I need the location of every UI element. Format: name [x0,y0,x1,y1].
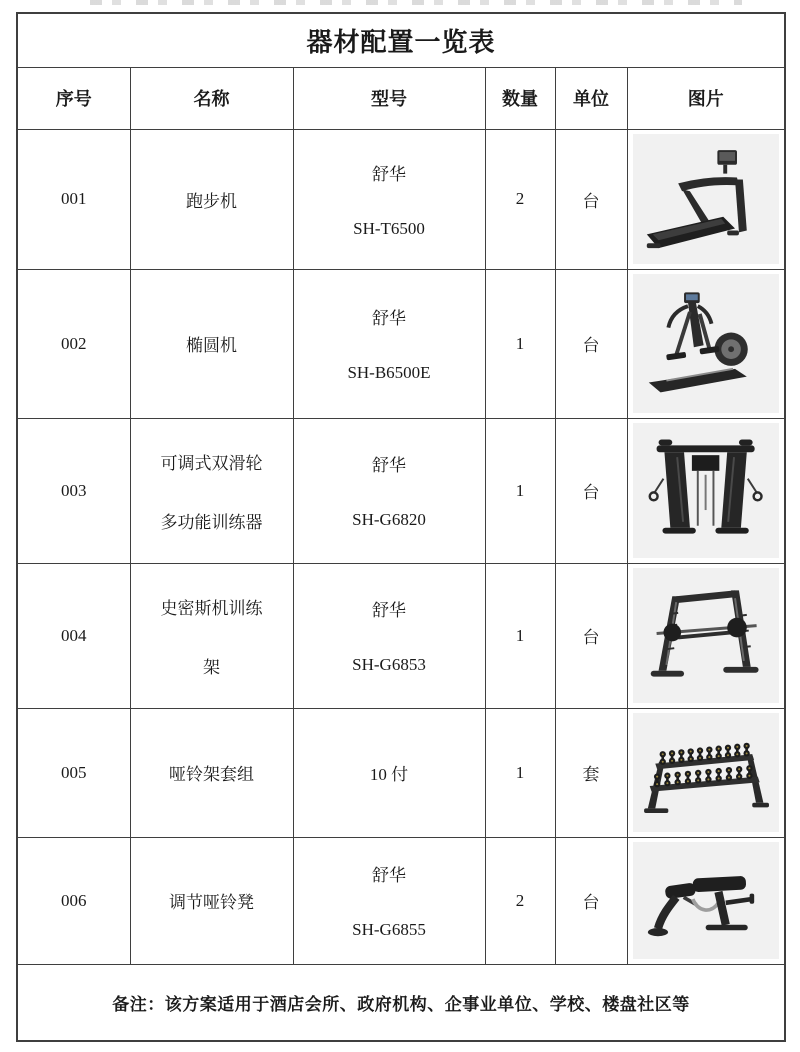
row-name: 调节哑铃凳 [130,837,293,964]
smith-machine-image [633,568,779,703]
row-model: 舒华 SH-B6500E [293,269,485,418]
row-unit: 套 [555,708,627,837]
header-model: 型号 [293,67,485,129]
row-qty: 2 [485,129,555,269]
adjustable-bench-image [633,842,779,959]
table-header-row [17,67,785,129]
dumbbell-rack-image [633,713,779,832]
header-no: 序号 [17,67,130,129]
row-model: 舒华 SH-G6853 [293,563,485,708]
row-model: 舒华 SH-G6820 [293,418,485,563]
row-photo [627,418,785,563]
clipped-text-artifact [90,0,742,5]
row-no: 003 [17,418,130,563]
table-row [17,837,785,964]
row-photo [627,129,785,269]
row-model: 舒华 SH-T6500 [293,129,485,269]
row-no: 001 [17,129,130,269]
functional-trainer-image [633,423,779,558]
row-qty: 1 [485,418,555,563]
row-model: 舒华 SH-G6855 [293,837,485,964]
header-unit: 单位 [555,67,627,129]
row-model: 10 付 [293,708,485,837]
row-name: 椭圆机 [130,269,293,418]
table-row [17,418,785,563]
row-unit: 台 [555,563,627,708]
treadmill-image [633,134,779,264]
header-name: 名称 [130,67,293,129]
equipment-table [16,12,786,1042]
table-row [17,563,785,708]
row-qty: 1 [485,708,555,837]
elliptical-image [633,274,779,413]
row-no: 006 [17,837,130,964]
row-unit: 台 [555,269,627,418]
row-photo [627,837,785,964]
row-no: 004 [17,563,130,708]
header-qty: 数量 [485,67,555,129]
remarks-note: 备注：该方案适用于酒店会所、政府机构、企事业单位、学校、楼盘社区等 [112,994,690,1014]
row-photo [627,563,785,708]
table-row [17,269,785,418]
row-qty: 1 [485,269,555,418]
row-photo [627,269,785,418]
row-name: 史密斯机训练 架 [130,563,293,708]
row-unit: 台 [555,837,627,964]
row-no: 002 [17,269,130,418]
page-title: 器材配置一览表 [306,27,496,57]
table-title-row [17,13,785,67]
row-qty: 2 [485,837,555,964]
header-photo: 图片 [627,67,785,129]
row-unit: 台 [555,129,627,269]
table-row [17,708,785,837]
row-name: 哑铃架套组 [130,708,293,837]
row-name: 可调式双滑轮 多功能训练器 [130,418,293,563]
row-qty: 1 [485,563,555,708]
row-photo [627,708,785,837]
table-footer-row [17,964,785,1041]
row-no: 005 [17,708,130,837]
table-row [17,129,785,269]
row-name: 跑步机 [130,129,293,269]
row-unit: 台 [555,418,627,563]
